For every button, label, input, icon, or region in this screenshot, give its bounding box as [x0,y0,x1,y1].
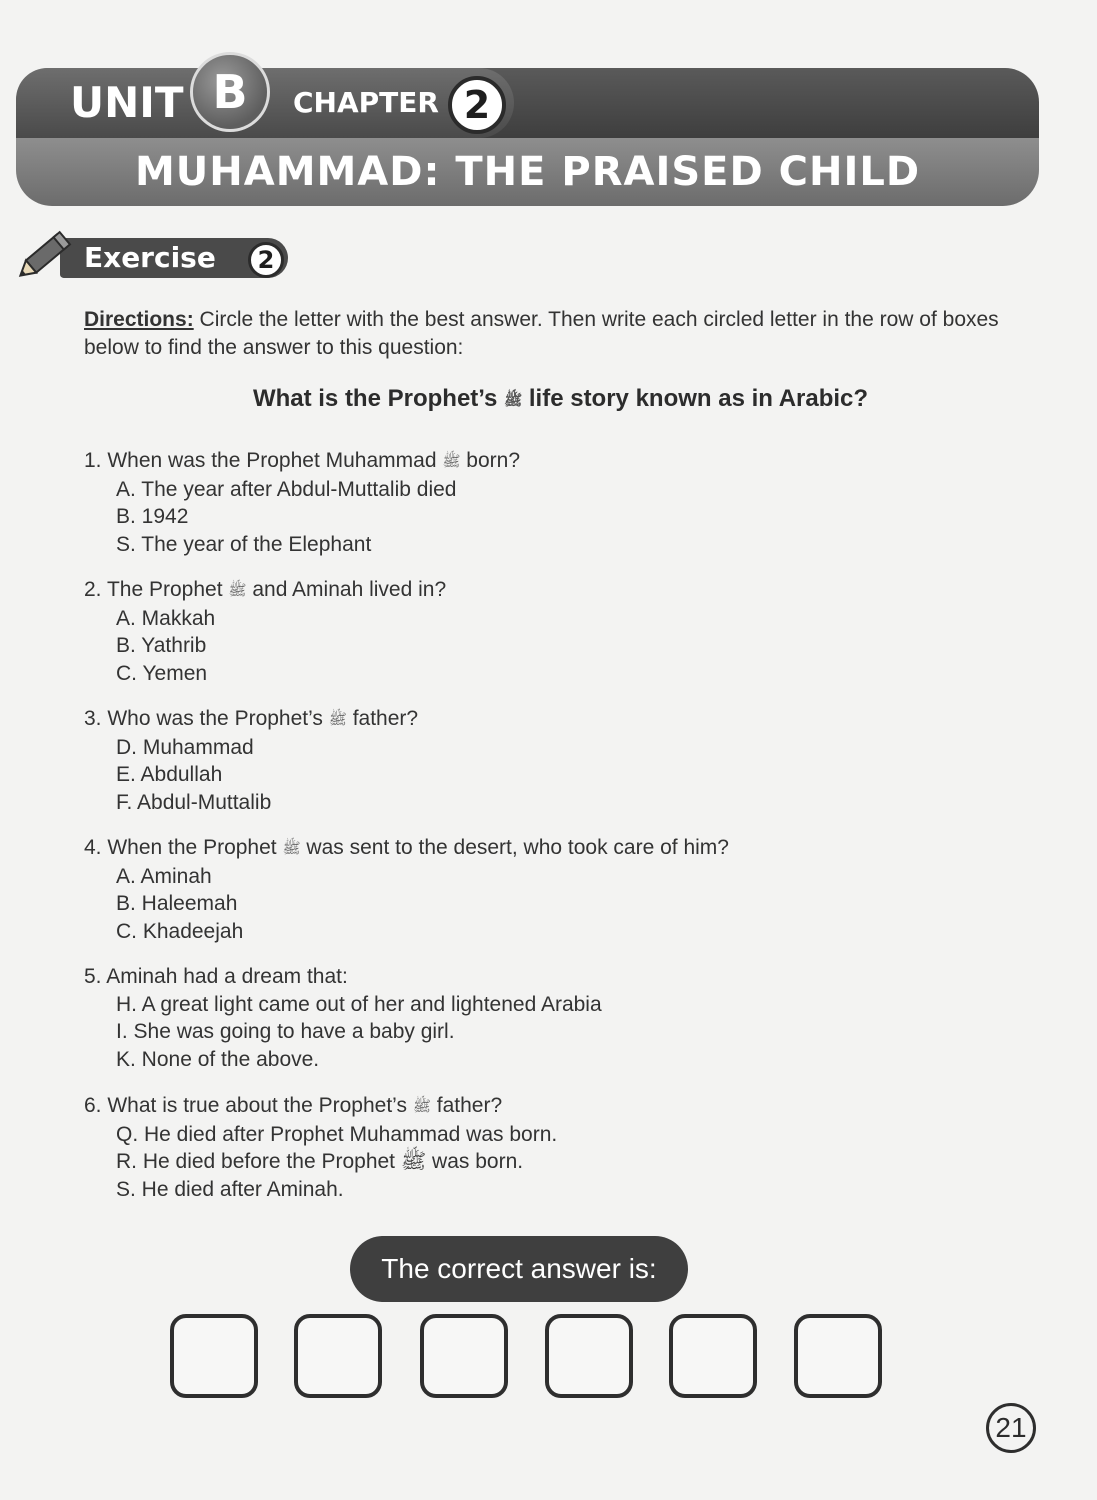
question-2 [84,576,446,687]
question-1 [84,447,520,558]
chapter-label: CHAPTER [293,86,439,119]
question-4 [84,834,729,945]
question-text: 6. What is true about the Prophet’s ﷺ father? [84,1094,503,1117]
chapter-number-badge: 2 [448,76,506,134]
chapter-title-bar [16,138,1039,206]
unit-letter-badge: B [190,52,270,132]
answer-option[interactable]: A. Makkah [116,606,216,630]
question-3 [84,705,418,816]
answer-option[interactable]: B. 1942 [116,505,189,529]
answer-option[interactable]: I. She was going to have a baby girl. [116,1020,455,1044]
answer-option[interactable]: D. Muhammad [116,735,254,759]
answer-option[interactable]: B. Haleemah [116,892,238,916]
answer-option[interactable]: C. Khadeejah [116,919,244,943]
salawat-symbol: ﷺ [442,453,461,470]
salawat-symbol: ﷺ [282,840,301,857]
salawat-symbol: ﷺ [228,582,247,599]
question-text: 1. When was the Prophet Muhammad ﷺ born? [84,449,521,472]
unit-label: UNIT [70,78,184,127]
question-5 [84,963,602,1073]
answer-option[interactable]: R. He died before the Prophet ﷺ was born. [116,1150,524,1174]
salawat-symbol: ﷺ [328,711,347,728]
exercise-number-badge: 2 [248,242,284,278]
answer-option[interactable]: S. The year of the Elephant [116,532,372,556]
question-text: 3. Who was the Prophet’s ﷺ father? [84,707,419,730]
answer-label: The correct answer is: [381,1253,657,1284]
chapter-title: MUHAMMAD: THE PRAISED CHILD [134,149,921,195]
answer-label-pill [350,1236,688,1302]
answer-box[interactable] [545,1314,633,1398]
answer-option[interactable]: A. The year after Abdul-Muttalib died [116,477,457,501]
answer-box[interactable] [669,1314,757,1398]
directions-label: Directions: [84,308,194,331]
question-6 [84,1092,557,1203]
answer-option[interactable]: C. Yemen [116,661,208,685]
answer-option[interactable]: B. Yathrib [116,634,207,658]
pencil-icon [14,226,74,288]
answer-option[interactable]: E. Abdullah [116,763,223,787]
answer-box[interactable] [294,1314,382,1398]
answer-option[interactable]: K. None of the above. [116,1047,320,1071]
main-question: What is the Prophet’s ﷺ life story known as in Arabic? [252,385,869,412]
directions-text: Circle the letter with the best answer. Then write each circled letter in the row of boxes below to find the answer to this question: [84,308,999,359]
answer-option[interactable]: Q. He died after Prophet Muhammad was born. [116,1122,558,1146]
page-number: 21 [986,1403,1036,1453]
salawat-symbol: ﷺ [412,1098,431,1115]
question-text: 5. Aminah had a dream that: [84,965,348,988]
question-text: 4. When the Prophet ﷺ was sent to the desert, who took care of him? [84,836,729,859]
exercise-label: Exercise [84,241,216,274]
answer-box[interactable] [420,1314,508,1398]
answer-option[interactable]: H. A great light came out of her and lightened Arabia [116,992,602,1016]
directions [84,306,1024,362]
answer-box[interactable] [794,1314,882,1398]
answer-option[interactable]: S. He died after Aminah. [116,1177,344,1201]
answer-box[interactable] [170,1314,258,1398]
answer-option[interactable]: F. Abdul-Muttalib [116,790,272,814]
question-text: 2. The Prophet ﷺ and Aminah lived in? [84,578,447,601]
answer-option[interactable]: A. Aminah [116,864,212,888]
salawat-symbol: ﷺ [504,392,523,409]
